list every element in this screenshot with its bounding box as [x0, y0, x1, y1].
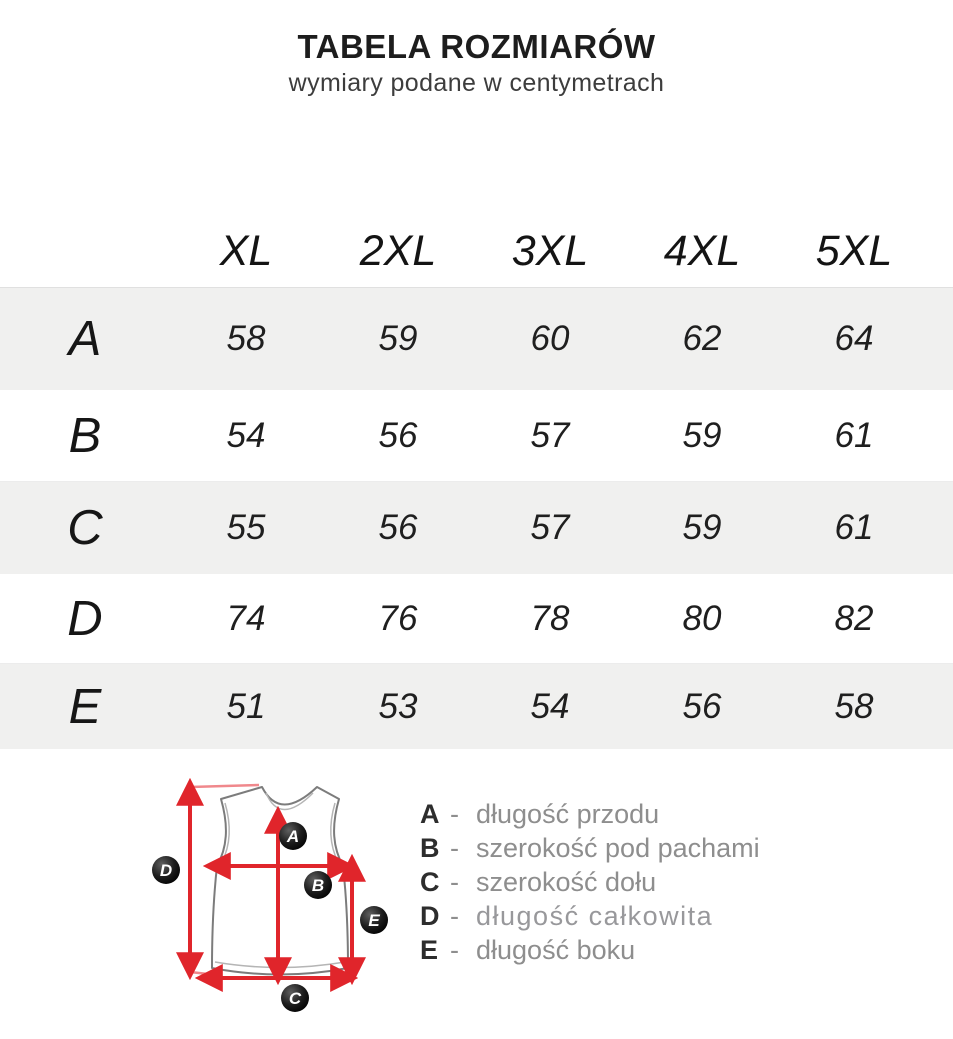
- d-bottom-connector-line: [190, 972, 217, 975]
- table-cell: 62: [682, 319, 722, 358]
- legend-letter: A: [420, 799, 440, 829]
- table-cell: 78: [530, 598, 570, 638]
- legend-text: szerokość pod pachami: [476, 833, 760, 863]
- legend-item-c: [420, 865, 760, 899]
- table-row-a: [0, 287, 953, 390]
- legend-item-a: [420, 797, 760, 831]
- legend-letter: D: [420, 901, 440, 931]
- row-label: A: [68, 312, 102, 366]
- legend-text: długość boku: [476, 935, 636, 965]
- legend-dash: -: [450, 799, 459, 829]
- row-label: C: [67, 501, 103, 555]
- badge-d: [152, 856, 180, 884]
- legend-text: długość całkowita: [476, 901, 714, 931]
- table-cell: 58: [834, 686, 874, 726]
- table-cell: 76: [378, 598, 418, 638]
- size-table-header-row: [0, 215, 953, 287]
- page-title: TABELA ROZMIARÓW: [297, 28, 656, 65]
- table-cell: 59: [378, 319, 418, 358]
- table-cell: 60: [530, 319, 570, 358]
- row-label: B: [68, 408, 102, 463]
- table-cell: 82: [834, 598, 874, 638]
- table-cell: 53: [378, 686, 418, 726]
- table-cell: 57: [530, 415, 570, 455]
- table-cell: 74: [226, 598, 266, 638]
- table-row-b: [0, 390, 953, 481]
- badge-e: [360, 906, 388, 934]
- legend-text: szerokość dołu: [476, 867, 657, 897]
- legend-dash: -: [450, 867, 459, 897]
- badge-d-letter: D: [159, 861, 173, 880]
- legend-dash: -: [450, 935, 459, 965]
- row-label: E: [68, 679, 102, 734]
- table-cell: 56: [378, 508, 418, 547]
- badge-a-letter: A: [286, 827, 300, 846]
- d-top-connector-line: [190, 785, 259, 787]
- badge-b: [304, 871, 332, 899]
- column-header-4xl: 4XL: [663, 226, 741, 275]
- table-cell: 80: [682, 598, 722, 638]
- legend-item-b: [420, 831, 760, 865]
- legend-letter: E: [420, 935, 439, 965]
- table-cell: 51: [226, 686, 266, 726]
- table-cell: 54: [226, 415, 266, 455]
- badge-a: [279, 822, 307, 850]
- table-cell: 61: [834, 508, 874, 547]
- legend-letter: C: [420, 867, 440, 897]
- badge-c: [281, 984, 309, 1012]
- measurement-legend: [420, 797, 760, 967]
- badge-b-letter: B: [311, 876, 325, 895]
- table-cell: 56: [682, 686, 722, 726]
- column-header-2xl: 2XL: [359, 226, 437, 275]
- table-cell: 58: [226, 319, 266, 358]
- legend-letter: B: [420, 833, 440, 863]
- table-cell: 56: [378, 415, 418, 455]
- legend-item-e: [420, 933, 760, 967]
- table-cell: 61: [834, 415, 874, 455]
- table-cell: 55: [226, 508, 266, 547]
- table-row-e: [0, 663, 953, 749]
- legend-text: długość przodu: [476, 799, 660, 829]
- row-label: D: [67, 591, 103, 646]
- table-row-c: [0, 481, 953, 574]
- column-header-xl: XL: [219, 226, 273, 275]
- size-table: [0, 215, 953, 749]
- tank-top-diagram-svg: [145, 772, 415, 1034]
- table-cell: 54: [530, 686, 570, 726]
- table-cell: 64: [834, 319, 874, 358]
- garment-measurement-diagram: [145, 772, 415, 1034]
- column-header-3xl: 3XL: [511, 226, 589, 275]
- legend-dash: -: [450, 833, 459, 863]
- page-subtitle: wymiary podane w centymetrach: [288, 69, 665, 97]
- badge-c-letter: C: [288, 989, 302, 1008]
- table-cell: 59: [682, 415, 722, 455]
- table-row-d: [0, 574, 953, 663]
- legend-dash: -: [450, 901, 459, 931]
- table-cell: 59: [682, 508, 722, 547]
- page-header: [0, 28, 953, 98]
- badge-e-letter: E: [368, 911, 380, 930]
- table-cell: 57: [530, 508, 570, 547]
- legend-item-d: [420, 899, 760, 933]
- column-header-5xl: 5XL: [815, 226, 893, 275]
